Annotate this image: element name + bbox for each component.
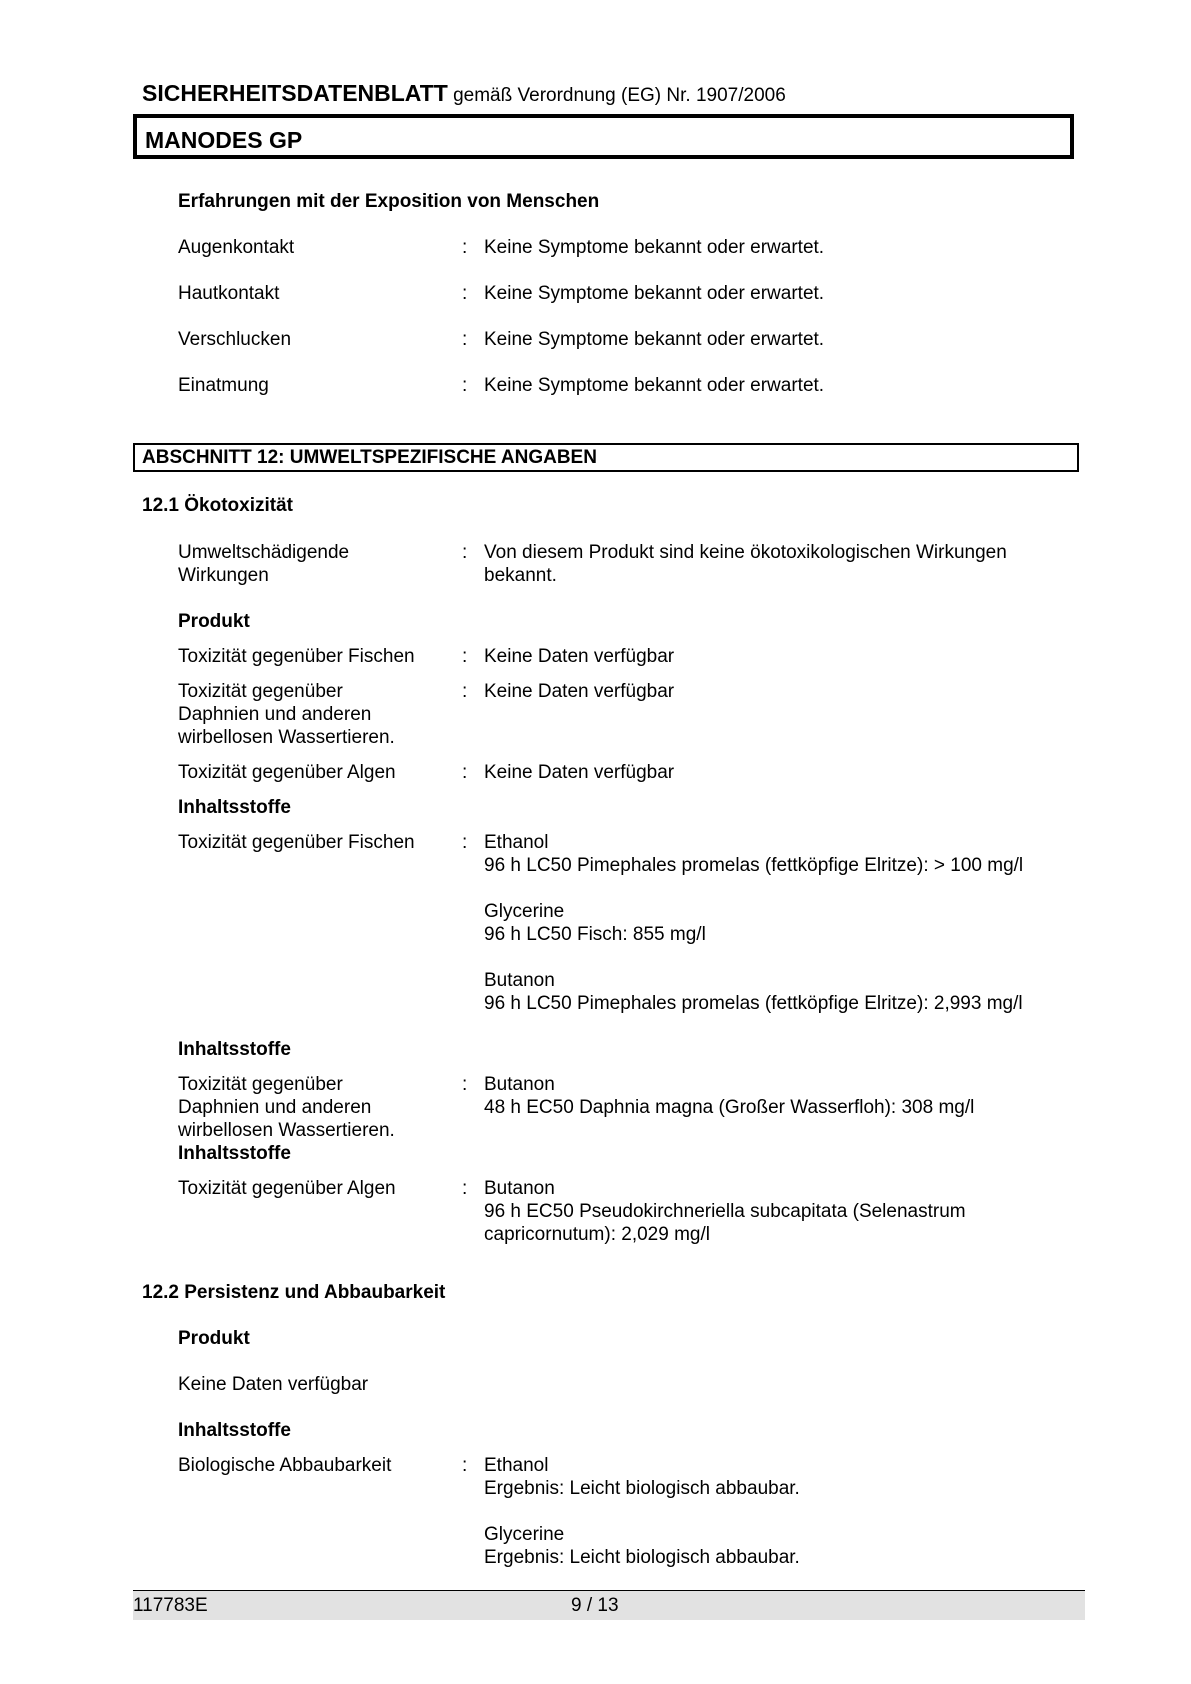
page-header <box>142 80 786 107</box>
produkt-heading: Produkt <box>178 1328 250 1349</box>
bio-result: Ergebnis: Leicht biologisch abbaubar. <box>484 1547 800 1568</box>
daphnia-label-line1: Toxizität gegenüber <box>178 681 343 702</box>
fish-substance: Glycerine <box>484 901 565 922</box>
fish-result: 96 h LC50 Pimephales promelas (fettköpfige Elritze): 2,993 mg/l <box>484 993 1023 1014</box>
bio-result: Ergebnis: Leicht biologisch abbaubar. <box>484 1478 800 1499</box>
colon: : <box>462 646 468 667</box>
section-12-title: ABSCHNITT 12: UMWELTSPEZIFISCHE ANGABEN <box>133 443 1079 472</box>
colon: : <box>462 832 468 853</box>
colon: : <box>462 762 468 783</box>
env-value-line2: bekannt. <box>484 565 557 586</box>
exposure-label-eye: Augenkontakt <box>178 237 295 258</box>
subsection-12-1-heading: 12.1 Ökotoxizität <box>142 495 293 516</box>
exposure-value-ingestion: Keine Symptome bekannt oder erwartet. <box>484 329 825 350</box>
ingredients-heading: Inhaltsstoffe <box>178 797 291 818</box>
ingredients-heading: Inhaltsstoffe <box>178 1143 291 1164</box>
algae-result-line2: capricornutum): 2,029 mg/l <box>484 1224 710 1245</box>
colon: : <box>462 1178 468 1199</box>
algae-substance: Butanon <box>484 1178 555 1199</box>
daphnia-result: 48 h EC50 Daphnia magna (Großer Wasserfloh): 308 mg/l <box>484 1097 975 1118</box>
colon: : <box>462 681 468 702</box>
biodegradability-label: Biologische Abbaubarkeit <box>178 1455 392 1476</box>
env-label-line1: Umweltschädigende <box>178 542 350 563</box>
colon: : <box>462 542 468 563</box>
algae-toxicity-label: Toxizität gegenüber Algen <box>178 1178 396 1199</box>
regulation-reference: gemäß Verordnung (EG) Nr. 1907/2006 <box>453 85 786 106</box>
colon: : <box>462 1074 468 1095</box>
daphnia-label-line3: wirbellosen Wassertieren. <box>178 727 395 748</box>
daphnia-toxicity-value: Keine Daten verfügbar <box>484 681 675 702</box>
document-title: SICHERHEITSDATENBLATT <box>142 80 448 106</box>
env-value-line1: Von diesem Produkt sind keine ökotoxikologischen Wirkungen <box>484 542 1007 563</box>
exposure-label-inhalation: Einatmung <box>178 375 269 396</box>
algae-result-line1: 96 h EC50 Pseudokirchneriella subcapitata (Selenastrum <box>484 1201 966 1222</box>
exposure-value-skin: Keine Symptome bekannt oder erwartet. <box>484 283 825 304</box>
fish-toxicity-label: Toxizität gegenüber Fischen <box>178 832 415 853</box>
fish-toxicity-label: Toxizität gegenüber Fischen <box>178 646 415 667</box>
exposure-value-eye: Keine Symptome bekannt oder erwartet. <box>484 237 825 258</box>
colon: : <box>462 375 468 396</box>
fish-result: 96 h LC50 Fisch: 855 mg/l <box>484 924 706 945</box>
exposure-label-ingestion: Verschlucken <box>178 329 292 350</box>
colon: : <box>462 283 468 304</box>
env-label-line2: Wirkungen <box>178 565 269 586</box>
produkt-heading: Produkt <box>178 611 250 632</box>
daphnia-label-line2: Daphnien und anderen <box>178 1097 372 1118</box>
persistence-no-data: Keine Daten verfügbar <box>178 1374 369 1395</box>
exposure-label-skin: Hautkontakt <box>178 283 280 304</box>
fish-result: 96 h LC50 Pimephales promelas (fettköpfige Elritze): > 100 mg/l <box>484 855 1024 876</box>
daphnia-substance: Butanon <box>484 1074 555 1095</box>
product-name: MANODES GP <box>133 114 1074 159</box>
daphnia-label-line1: Toxizität gegenüber <box>178 1074 343 1095</box>
document-code: 117783E <box>133 1595 208 1616</box>
page-footer <box>133 1590 1085 1620</box>
subsection-12-2-heading: 12.2 Persistenz und Abbaubarkeit <box>142 1282 446 1303</box>
fish-toxicity-value: Keine Daten verfügbar <box>484 646 675 667</box>
algae-toxicity-label: Toxizität gegenüber Algen <box>178 762 396 783</box>
colon: : <box>462 1455 468 1476</box>
bio-substance: Ethanol <box>484 1455 549 1476</box>
colon: : <box>462 237 468 258</box>
ingredients-heading: Inhaltsstoffe <box>178 1039 291 1060</box>
daphnia-label-line3: wirbellosen Wassertieren. <box>178 1120 395 1141</box>
colon: : <box>462 329 468 350</box>
fish-substance: Ethanol <box>484 832 549 853</box>
ingredients-heading: Inhaltsstoffe <box>178 1420 291 1441</box>
daphnia-label-line2: Daphnien und anderen <box>178 704 372 725</box>
fish-substance: Butanon <box>484 970 555 991</box>
exposure-heading: Erfahrungen mit der Exposition von Menschen <box>178 191 600 212</box>
exposure-value-inhalation: Keine Symptome bekannt oder erwartet. <box>484 375 825 396</box>
page-number: 9 / 13 <box>571 1595 619 1616</box>
algae-toxicity-value: Keine Daten verfügbar <box>484 762 675 783</box>
bio-substance: Glycerine <box>484 1524 565 1545</box>
